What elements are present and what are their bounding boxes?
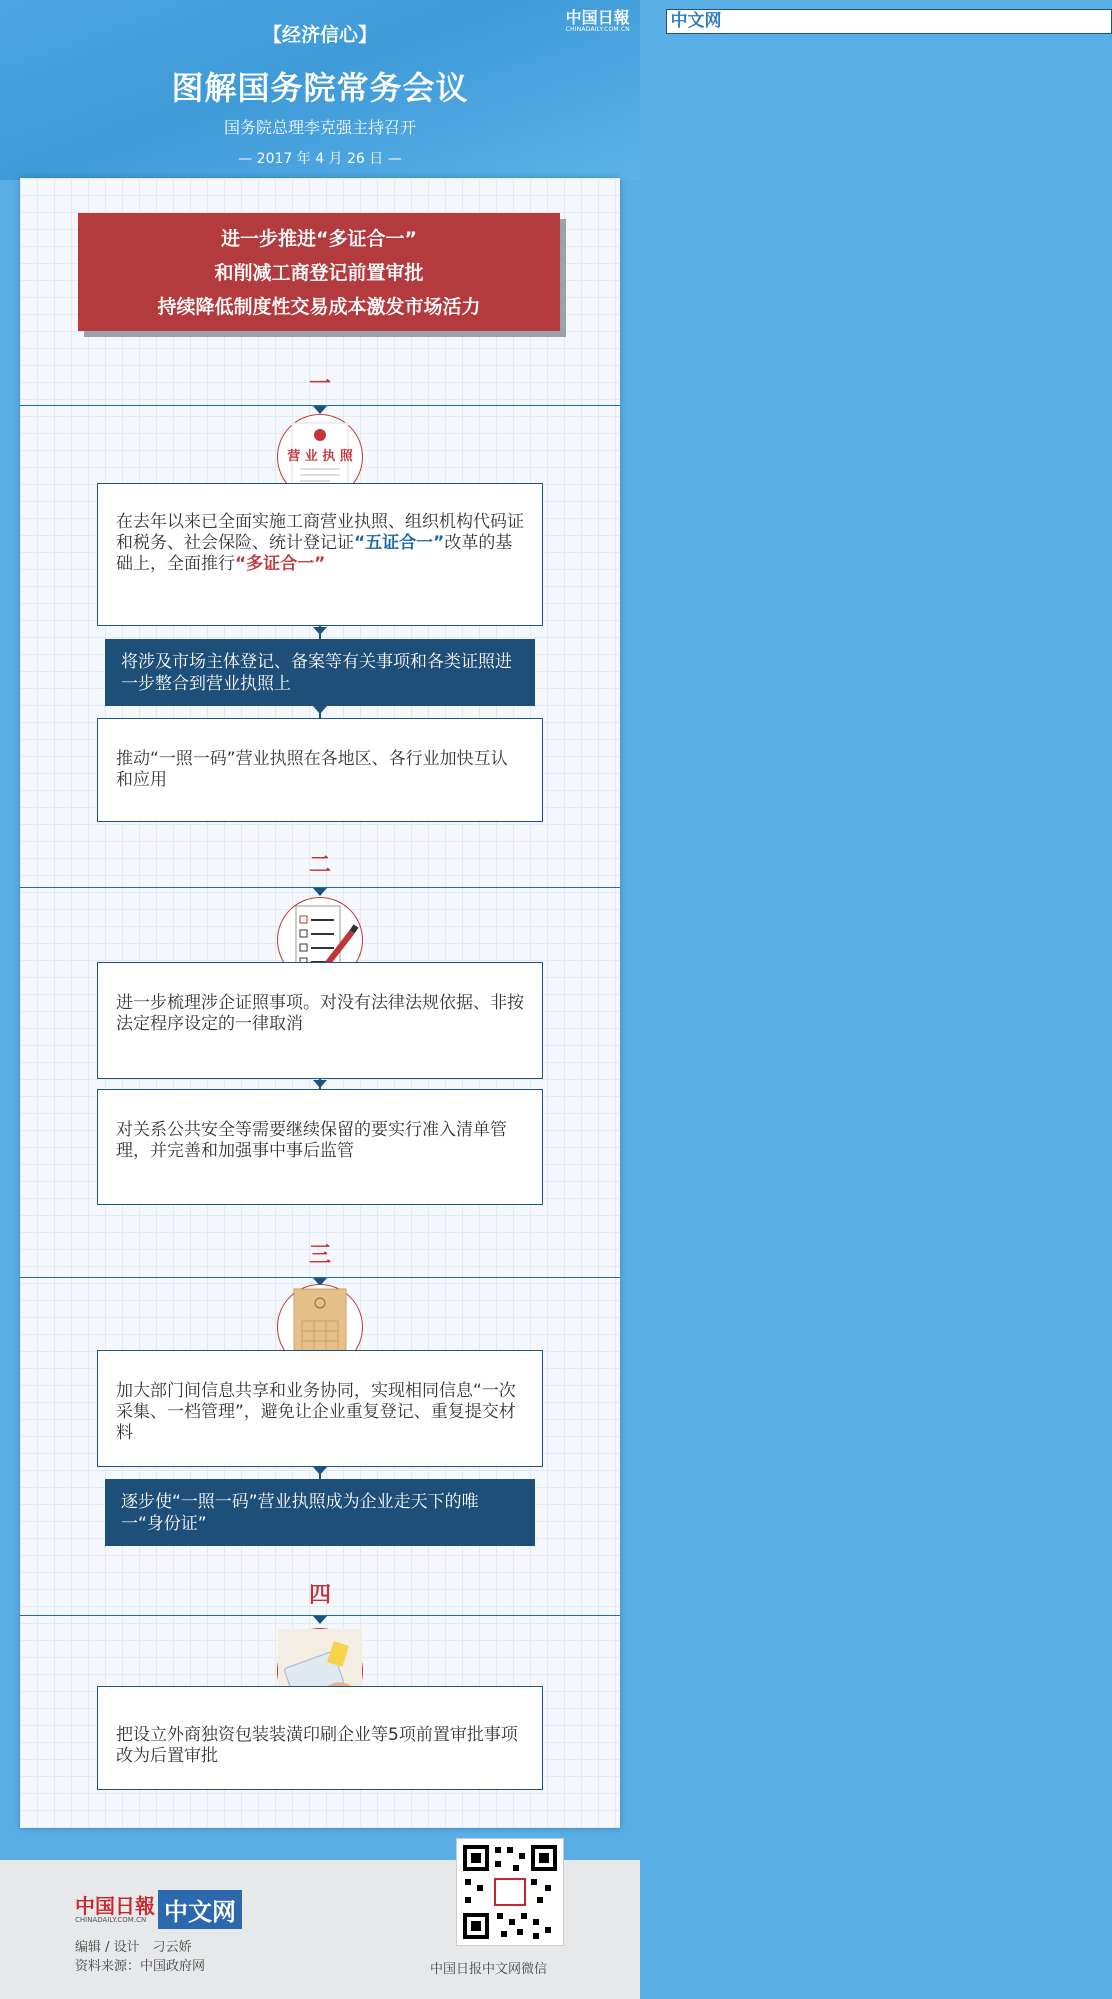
s4-box1-text: 把设立外商独资包装装潢印刷企业等5项前置审批事项改为后置审批 <box>116 1725 518 1766</box>
footer-logo-box: 中文网 <box>158 1890 242 1929</box>
info-box-s1-1 <box>97 483 543 626</box>
chinadaily-logo-top <box>565 8 722 33</box>
footer-logo-sub: CHINADAILY.COM.CN <box>75 1915 147 1924</box>
s1-highlight-multi-in-one: “多证合一” <box>235 554 326 574</box>
pointer-arrow <box>313 706 327 714</box>
info-box-s3-1 <box>97 1350 543 1467</box>
highlight-box-s3-2: 逐步使“一照一码”营业执照成为企业走天下的唯一“身份证” <box>105 1479 535 1546</box>
page-date: — 2017 年 4 月 26 日 — <box>238 151 402 167</box>
highlight-box-s1-2: 将涉及市场主体登记、备案等有关事项和各类证照进一步整合到营业执照上 <box>105 639 535 706</box>
info-box-s2-1 <box>97 962 543 1079</box>
s2-box1-text: 进一步梳理涉企证照事项。对没有法律法规依据、非按法定程序设定的一律取消 <box>116 993 524 1034</box>
section-number-2: 二 <box>308 853 331 878</box>
footer-logo-cn: 中国日報 <box>75 1893 155 1918</box>
s2-box2-text: 对关系公共安全等需要继续保留的要实行准入清单管理，并完善和加强事中事后监管 <box>116 1120 507 1161</box>
logo-cn-text: 中国日報 <box>565 8 630 27</box>
pointer-arrow <box>313 627 327 635</box>
source-credit: 资料来源：中国政府网 <box>75 1959 206 1974</box>
headline-banner <box>78 213 560 331</box>
wechat-qr-code[interactable] <box>456 1838 564 1946</box>
s3-box1-text: 加大部门间信息共享和业务协同，实现相同信息“一次采集、一档管理”，避免让企业重复登记、重复提交材料 <box>116 1381 516 1443</box>
logo-sub-text: CHINADAILY.COM.CN <box>565 26 630 33</box>
license-icon-label: 营 业 执 照 <box>287 449 353 464</box>
page-subtitle: 国务院总理李克强主持召开 <box>223 118 416 137</box>
banner-line-1: 进一步推进“多证合一” <box>221 228 417 250</box>
pointer-arrow <box>313 1080 327 1088</box>
s1-box3-text: 推动“一照一码”营业执照在各地区、各行业加快互认和应用 <box>116 749 508 790</box>
banner-line-3: 持续降低制度性交易成本激发市场活力 <box>157 296 481 318</box>
pointer-arrow <box>313 1467 327 1475</box>
section-number-3: 三 <box>308 1243 331 1268</box>
logo-box-text: 中文网 <box>666 9 1112 34</box>
column-tag: 【经济信心】 <box>262 24 377 46</box>
page-title: 图解国务院常务会议 <box>171 69 469 107</box>
chinadaily-logo-footer <box>75 1890 242 1929</box>
qr-caption: 中国日报中文网微信 <box>430 1962 548 1977</box>
info-box-s2-2 <box>97 1089 543 1205</box>
s1-box1-text: 在去年以来已全面实施工商营业执照、组织机构代码证和税务、社会保险、统计登记证 <box>116 512 524 553</box>
info-box-s1-3 <box>97 718 543 822</box>
pointer-arrow <box>313 888 327 896</box>
banner-line-2: 和削减工商登记前置审批 <box>214 262 424 284</box>
section-number-1: 一 <box>308 372 331 397</box>
pointer-arrow <box>313 406 327 414</box>
editor-credit: 编辑 / 设计 刁云娇 <box>75 1940 192 1955</box>
pointer-arrow <box>313 1616 327 1624</box>
s1-box1-mid: 改革的基础上，全面推行 <box>116 533 513 574</box>
s1-highlight-five-in-one: “五证合一” <box>354 533 445 553</box>
info-box-s4-1 <box>97 1686 543 1790</box>
section-number-4: 四 <box>308 1583 331 1608</box>
